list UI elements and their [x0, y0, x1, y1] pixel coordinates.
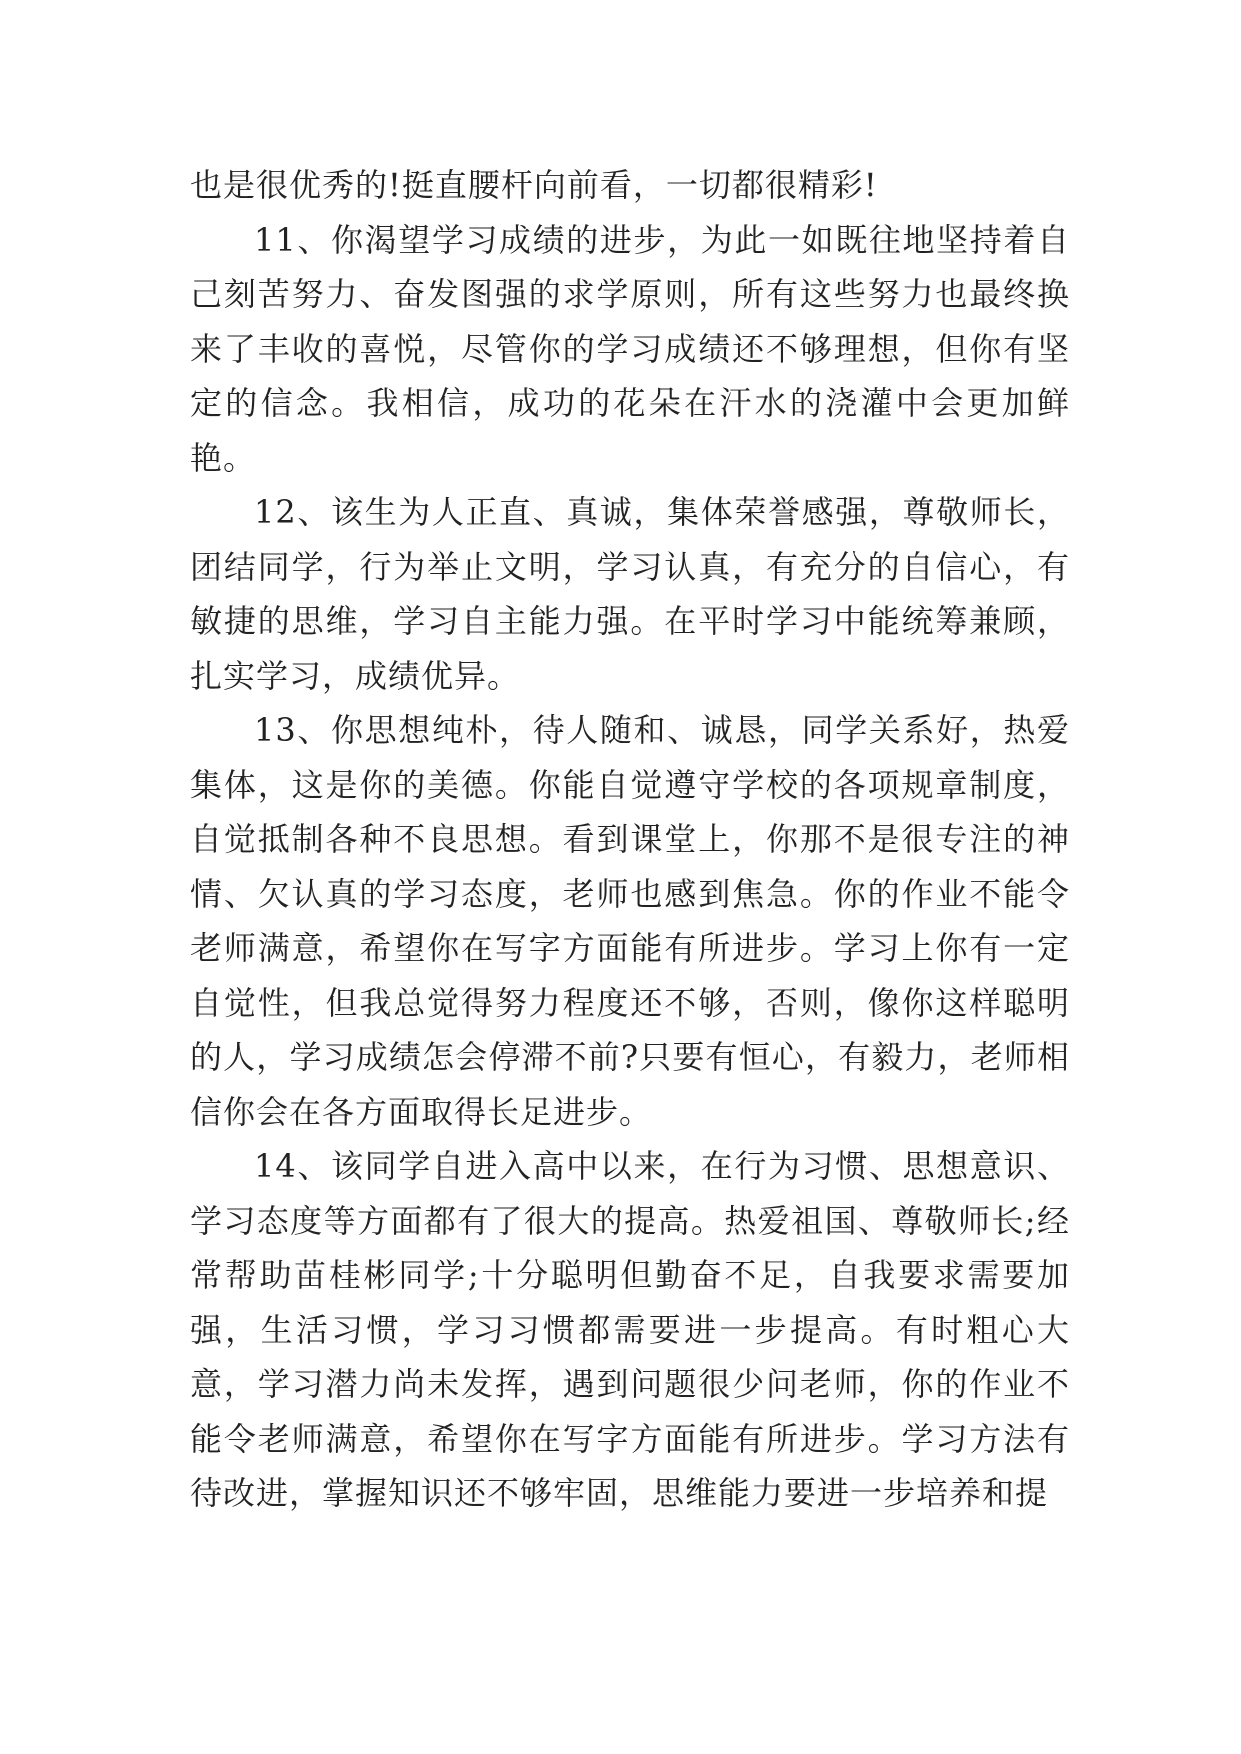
paragraph-continuation: 也是很优秀的!挺直腰杆向前看，一切都很精彩!	[190, 166, 878, 204]
paragraph-comment-13: 13、你思想纯朴，待人随和、诚恳，同学关系好，热爱集体，这是你的美德。你能自觉遵守学校的各项规章制度，自觉抵制各种不良思想。看到课堂上，你那不是很专注的神情、欠认真的学习态度，老师也感到焦急。你的作业不能令老师满意，希望你在写字方面能有所进步。学习上你有一定自觉性，但我总觉得努力程度还不够，否则，像你这样聪明的人，学习成绩怎会停滞不前?只要有恒心，有毅力，老师相信你会在各方面取得长足进步。	[190, 711, 1070, 1131]
document-body	[190, 158, 1070, 1521]
paragraph-comment-12: 12、该生为人正直、真诚，集体荣誉感强，尊敬师长，团结同学，行为举止文明，学习认真，有充分的自信心，有敏捷的思维，学习自主能力强。在平时学习中能统筹兼顾，扎实学习，成绩优异。	[190, 493, 1070, 695]
paragraph-comment-14: 14、该同学自进入高中以来，在行为习惯、思想意识、学习态度等方面都有了很大的提高。热爱祖国、尊敬师长;经常帮助苗桂彬同学;十分聪明但勤奋不足，自我要求需要加强，生活习惯，学习习惯都需要进一步提高。有时粗心大意，学习潜力尚未发挥，遇到问题很少问老师，你的作业不能令老师满意，希望你在写字方面能有所进步。学习方法有待改进，掌握知识还不够牢固，思维能力要进一步培养和提	[190, 1147, 1070, 1512]
paragraph-comment-11: 11、你渴望学习成绩的进步，为此一如既往地坚持着自己刻苦努力、奋发图强的求学原则，所有这些努力也最终换来了丰收的喜悦，尽管你的学习成绩还不够理想，但你有坚定的信念。我相信，成功的花朵在汗水的浇灌中会更加鲜艳。	[190, 220, 1070, 477]
